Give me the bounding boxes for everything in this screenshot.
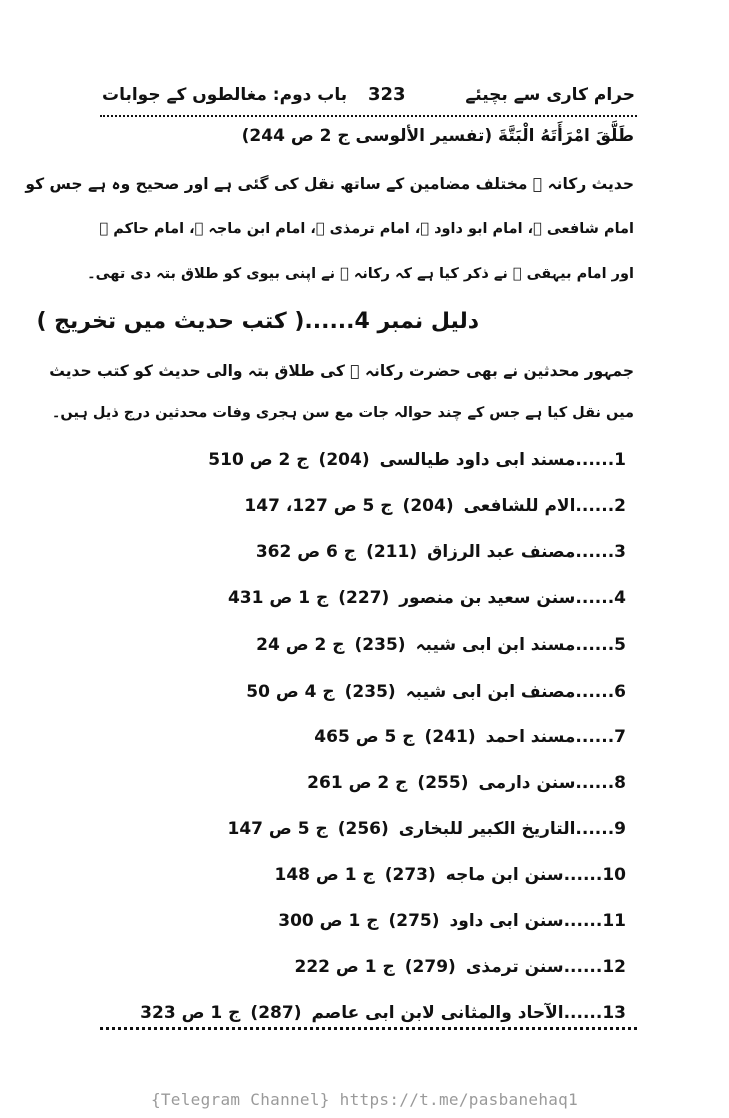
reference-year: (275) — [388, 911, 440, 931]
footer-divider — [100, 1027, 637, 1030]
reference-number: 11...... — [563, 911, 626, 931]
reference-book: سنن ترمذی — [465, 957, 564, 978]
body-line-3: امام شافعی ﷫، امام ابو داود ﷫، امام ترمذی ﷫، امام ابن ماجہ ﷫، امام حاکم ﷫ — [99, 221, 634, 237]
reference-year: (204) — [402, 496, 454, 517]
reference-book: سنن دارمی — [478, 772, 576, 793]
reference-item — [256, 542, 626, 562]
reference-item — [228, 588, 626, 608]
reference-year: (255) — [417, 772, 469, 793]
reference-book: مسند ابن ابی شیبہ — [415, 635, 576, 656]
reference-number: 10...... — [563, 864, 626, 885]
reference-item — [295, 957, 626, 977]
reference-number: 13...... — [563, 1003, 626, 1024]
reference-location: ج 1 ص 300 — [278, 911, 379, 931]
reference-year: (235) — [354, 635, 406, 656]
reference-location: ج 1 ص 323 — [140, 1003, 241, 1024]
watermark-footer: {Telegram Channel} https://t.me/pasbanehaq1 — [150, 1090, 579, 1109]
page-header — [100, 78, 637, 112]
reference-item — [246, 681, 626, 702]
reference-location: ج 5 ص 465 — [314, 726, 415, 747]
reference-book: سنن ابی داود — [449, 911, 564, 931]
reference-location: ج 5 ص 127، 147 — [244, 496, 393, 517]
reference-item — [278, 911, 626, 931]
reference-location: ج 2 ص 261 — [307, 772, 408, 793]
body-line-1: طَلَّقَ امْرَأَتَهُ الْبَتَّةَ (تفسیر الألوسی ج 2 ص 244) — [241, 126, 634, 146]
reference-number: 2...... — [575, 496, 626, 517]
reference-number: 8...... — [575, 772, 626, 793]
reference-number: 7...... — [575, 726, 626, 747]
book-title: حرام کاری سے بچیئے — [465, 85, 635, 105]
reference-book: الآحاد والمثانی لابن ابی عاصم — [311, 1003, 564, 1024]
page-number: 323 — [368, 84, 406, 105]
reference-book: التاریخ الکبیر للبخاری — [398, 818, 576, 839]
reference-year: (235) — [344, 681, 396, 702]
reference-number: 9...... — [575, 818, 626, 839]
reference-book: مصنف ابن ابی شیبہ — [405, 681, 576, 702]
reference-item — [256, 634, 626, 655]
reference-year: (211) — [366, 542, 418, 563]
reference-item — [275, 865, 627, 885]
reference-book: الام للشافعی — [463, 496, 576, 517]
reference-item — [208, 450, 626, 470]
reference-number: 3...... — [575, 542, 626, 563]
reference-book: مصنف عبد الرزاق — [427, 542, 576, 563]
reference-number: 1...... — [575, 450, 626, 470]
reference-book: سنن ابن ماجه — [445, 864, 564, 885]
reference-item — [228, 819, 627, 839]
section-heading: دلیل نمبر 4......( کتب حدیث میں تخریج ) — [36, 309, 479, 334]
reference-year: (227) — [338, 588, 390, 609]
reference-year: (287) — [250, 1003, 302, 1024]
reference-number: 12...... — [563, 957, 626, 978]
body-line-4: اور امام بیہقی ﷫ نے ذکر کیا ہے کہ رکانہ ﷜ نے اپنی بیوی کو طلاق بتہ دی تھی۔ — [87, 266, 634, 282]
reference-location: ج 1 ص 431 — [227, 588, 329, 609]
reference-year: (204) — [318, 450, 370, 470]
reference-book: سنن سعید بن منصور — [399, 588, 576, 609]
reference-item — [307, 773, 626, 793]
reference-number: 6...... — [575, 681, 626, 702]
reference-year: (256) — [337, 818, 389, 839]
body-line-2: حدیث رکانہ ﷜ مختلف مضامین کے ساتھ نقل کی گئی ہے اور صحیح وہ ہے جس کو — [25, 175, 634, 193]
reference-location: ج 2 ص 510 — [208, 450, 309, 470]
body-line-6: میں نقل کیا ہے جس کے چند حوالہ جات مع سن ہجری وفات محدثین درج ذیل ہیں۔ — [51, 405, 634, 421]
reference-item — [314, 727, 626, 747]
reference-location: ج 5 ص 147 — [227, 818, 328, 839]
reference-item — [244, 496, 626, 516]
reference-location: ج 2 ص 24 — [256, 635, 345, 656]
reference-book: مسند احمد — [485, 726, 576, 747]
reference-location: ج 1 ص 222 — [294, 957, 395, 978]
reference-location: ج 6 ص 362 — [255, 542, 357, 563]
reference-year: (273) — [384, 864, 436, 885]
reference-year: (241) — [424, 726, 476, 747]
reference-number: 4...... — [575, 588, 626, 609]
body-line-5: جمہور محدثین نے بھی حضرت رکانہ ﷜ کی طلاق بتہ والی حدیث کو کتب حدیث — [49, 362, 634, 380]
chapter-title: باب دوم: مغالطوں کے جوابات — [102, 85, 348, 105]
reference-year: (279) — [404, 957, 456, 978]
reference-item — [140, 1003, 626, 1023]
reference-location: ج 4 ص 50 — [246, 681, 335, 702]
reference-book: مسند ابی داود طیالسی — [379, 450, 576, 470]
reference-number: 5...... — [575, 635, 626, 656]
header-divider — [100, 115, 637, 117]
reference-location: ج 1 ص 148 — [274, 864, 375, 885]
